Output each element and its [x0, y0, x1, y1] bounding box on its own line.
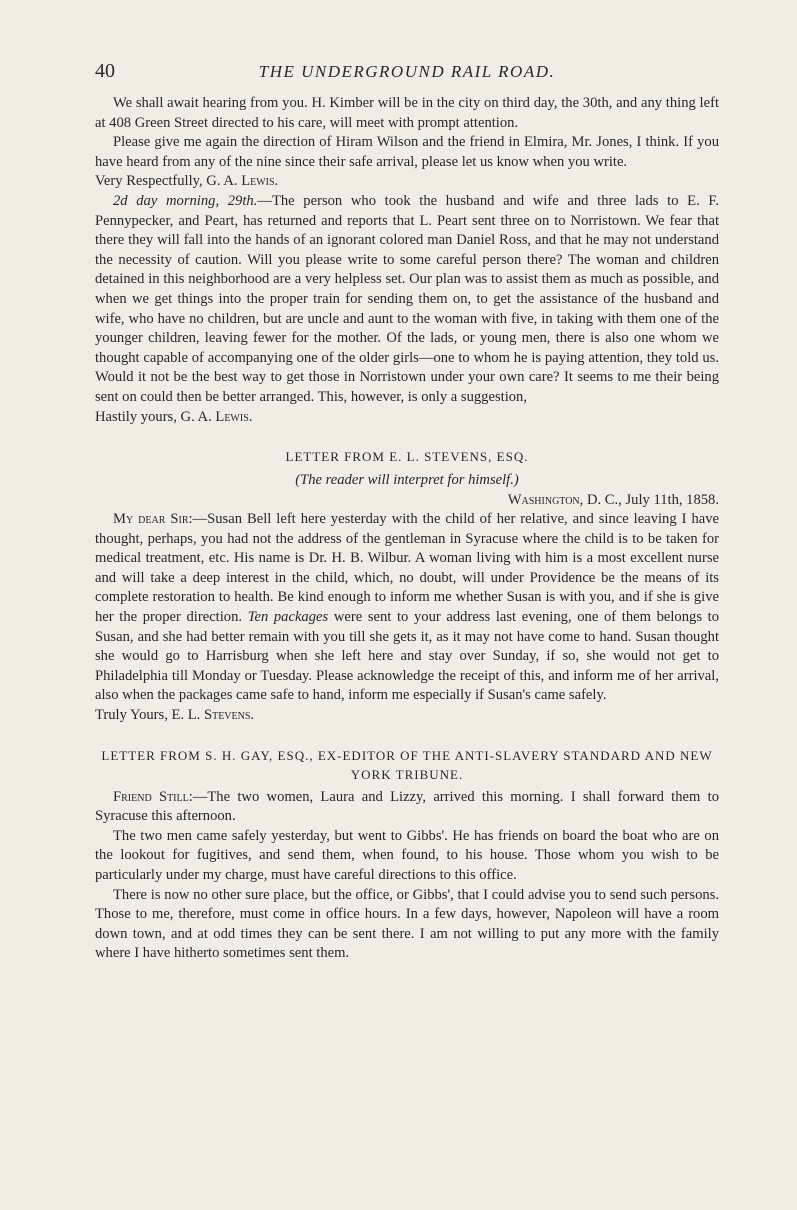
paragraph: There is now no other sure place, but the office, or Gibbs', that I could advise you to send such persons. Those to me, therefore, must come in office hours. In a few days, however, Napoleon will have a room down town, and at odd times they can be sent there. I am not willing to put any more with the family where I have hitherto sometimes sent them.: [95, 886, 719, 962]
page-number: 40: [95, 60, 115, 82]
closing-name: Lewis.: [241, 173, 279, 190]
closing: [95, 172, 719, 192]
closing-text: Very Respectfully, G. A.: [95, 173, 238, 190]
signoff-text: Truly Yours, E. L.: [95, 707, 201, 724]
signoff-name: Stevens.: [203, 707, 255, 724]
paragraph: Please give me again the direction of Hiram Wilson and the friend in Elmira, Mr. Jones, I think. If you have heard from any of the nine since their safe arrival, please let us know when you write.: [95, 134, 719, 170]
salutation: Friend Still: [113, 788, 189, 805]
dateline: [95, 490, 719, 510]
letter-heading-gay: LETTER FROM S. H. GAY, ESQ., EX-EDITOR OF THE ANTI-SLAVERY STANDARD AND NEW YORK TRIBUNE.: [101, 747, 713, 782]
letter-subhead: (The reader will interpret for himself.): [295, 472, 519, 489]
letter-body: [95, 510, 719, 706]
letter-lewis: [95, 94, 719, 427]
dateline-place: Washington,: [507, 492, 584, 509]
letter-heading-stevens: LETTER FROM E. L. STEVENS, ESQ.: [285, 449, 529, 465]
dateline-rest: D. C., July 11th, 1858.: [586, 492, 719, 509]
paragraph-text: :—The two women, Laura and Lizzy, arrived this morning. I shall forward them to Syracuse this afternoon.: [95, 788, 719, 825]
paragraph: We shall await hearing from you. H. Kimber will be in the city on third day, the 30th, and any thing left at 408 Green Street directed to his care, will meet with prompt attention.: [95, 95, 719, 131]
signoff-name: Lewis.: [215, 408, 253, 425]
signoff-text: Hastily yours, G. A.: [95, 408, 212, 425]
salutation: My dear Sir: [113, 511, 189, 528]
body-part-a: :—Susan Bell left here yesterday with the child of her relative, and since leaving I have thought, perhaps, you had not the address of the gentleman in Syracuse where the child is to be taken for medical treatment, etc. His name is Dr. H. B. Wilbur. A woman living with him is a most excellent nurse and will take a deep interest in the child, which, no doubt, will under Providence be the means of its complete restoration to health. Be kind enough to inform me whether Susan is with you, and if she is give her the proper direction.: [95, 511, 719, 626]
postscript-body: —The person who took the husband and wife and three lads to E. F. Pennypecker, and Peart, has returned and reports that L. Peart sent three on to Norristown. We fear that there they will fall into the hands of an ignorant colored man Daniel Ross, and that he may not understand the necessity of caution. Will you please write to some careful person there? The woman and children detained in this neighborhood are a very helpless set. Our plan was to assist them as much as possible, and when we get things into the proper train for sending them on, to get the assistance of the husband and wife, who have no children, but are uncle and aunt to the woman with five, in taking with them one of the younger children, leaving fewer for the mother. Of the lads, or young men, there is also one whom we thought capable of accompanying one of the older girls—one to whom he is paying attention, they told us. Would it not be the best way to get those in Norristown under your own care? It seems to me their being sent on could then be better arranged. This, however, is only a suggestion,: [95, 192, 719, 405]
signoff: [95, 706, 719, 726]
postscript-lead: 2d day morning, 29th.: [113, 192, 258, 209]
running-title: THE UNDERGROUND RAIL ROAD.: [258, 62, 556, 81]
paragraph: [95, 788, 719, 827]
italic-phrase: Ten packages: [247, 609, 329, 626]
running-head: [95, 60, 719, 86]
paragraph: The two men came safely yesterday, but went to Gibbs'. He has friends on board the boat who are on the lookout for fugitives, and send them, when found, to his house. Those whom you wish to be particularly under my charge, must have careful directions to this office.: [95, 827, 719, 883]
postscript: [95, 192, 719, 408]
signoff: [95, 408, 719, 428]
letter-gay: [95, 788, 719, 964]
body-part-b: were sent to your address last evening, one of them belongs to Susan, and she had better remain with you till she gets it, as it may not have come to hand. Susan thought she would go to Harrisburg when she left here and stay over Sunday, if so, she would not get to Philadelphia till Monday or Tuesday. Please acknowledge the receipt of this, and inform me of her arrival, also when the packages came safe to hand, inform me especially if Susan's came safely.: [95, 609, 719, 704]
letter-stevens: [95, 510, 719, 726]
